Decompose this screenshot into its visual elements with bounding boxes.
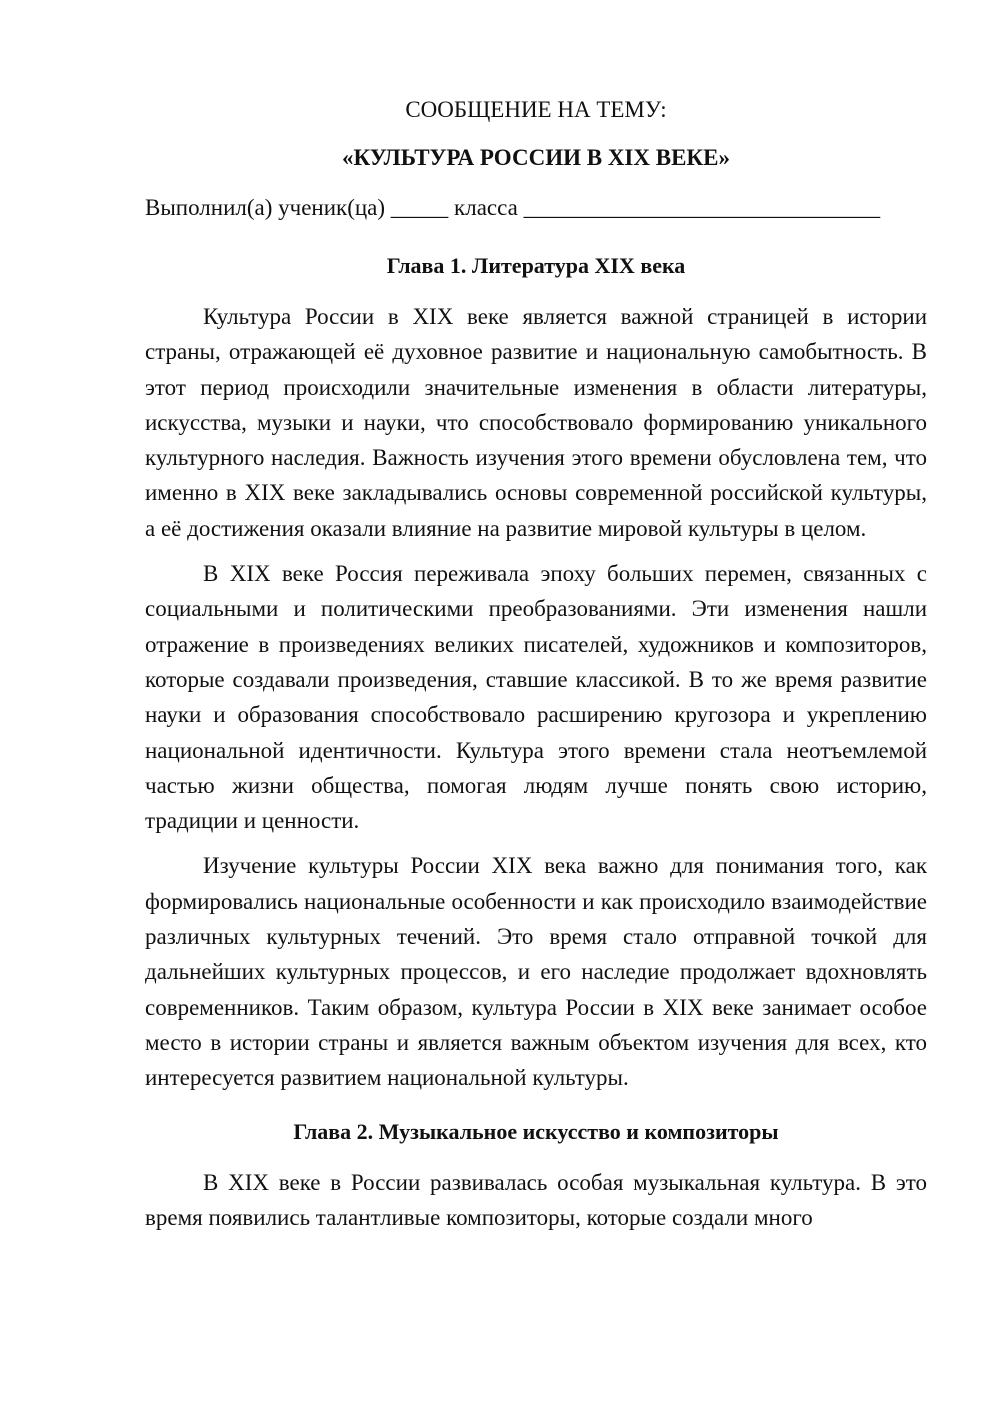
chapter-1-paragraph-2: В XIX веке Россия переживала эпоху больших перемен, связанных с социальными и политическими преобразованиями. Эти изменения нашли отражение в произведениях великих писателей, художников и композиторов, которые создавали произведения, ставшие классикой. В то же время развитие науки и образования способствовало расширению кругозора и укреплению национальной идентичности. Культура этого времени стала неотъемлемой частью жизни общества, помогая людям лучше понять свою историю, традиции и ценности. <box>145 561 927 834</box>
chapter-2-paragraph-1: В XIX веке в России развивалась особая музыкальная культура. В это время появились талантливые композиторы, которые создали много <box>145 1169 927 1230</box>
chapter-1-paragraph-3: Изучение культуры России XIX века важно для понимания того, как формировались национальные особенности и как происходило взаимодействие различных культурных течений. Это время стало отправной точкой для дальнейших культурных процессов, и его наследие продолжает вдохновлять современников. Таким образом, культура России в XIX веке занимает особое место в истории страны и является важным объектом изучения для всех, кто интересуется развитием национальной культуры. <box>145 853 927 1091</box>
performer-line: Выполнил(а) ученик(ца) _____ класса _______________________________ <box>145 195 881 220</box>
chapter-2-heading: Глава 2. Музыкальное искусство и композиторы <box>293 1118 779 1144</box>
document-title-line-1: СООБЩЕНИЕ НА ТЕМУ: <box>405 97 667 122</box>
document-title-line-2: «КУЛЬТУРА РОССИИ В XIX ВЕКЕ» <box>342 145 730 170</box>
chapter-1-heading: Глава 1. Литература XIX века <box>386 253 686 278</box>
document-page <box>145 92 927 1235</box>
chapter-1-paragraph-1: Культура России в XIX веке является важной страницей в истории страны, отражающей её духовное развитие и национальную самобытность. В этот период происходили значительные изменения в области литературы, искусства, музыки и науки, что способствовало формированию уникального культурного наследия. Важность изучения этого времени обусловлена тем, что именно в XIX веке закладывались основы современной российской культуры, а её достижения оказали влияние на развитие мировой культуры в целом. <box>145 304 927 541</box>
